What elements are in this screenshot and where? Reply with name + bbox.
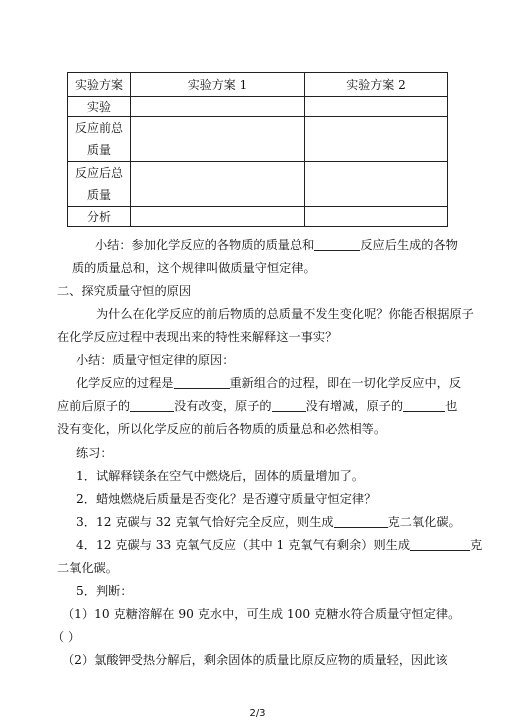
table-header-row [68, 73, 448, 97]
exercise-item: 1．试解释镁条在空气中燃烧后，固体的质量增加了。 [76, 469, 365, 483]
table-row [68, 162, 448, 207]
summary-line: 质的质量总和，这个规律叫做质量守恒定律。 [72, 261, 316, 275]
table-cell [305, 117, 448, 162]
text-span: 4．12 克碳与 33 克氧气反应（其中 1 克氧气有剩余）则生成 [76, 538, 411, 552]
table-cell [131, 207, 305, 227]
judgement-item: （1）10 克糖溶解在 90 克水中，可生成 100 克糖水符合质量守恒定律。 [62, 607, 461, 621]
row-label [68, 117, 131, 162]
text-span: 3．12 克碳与 32 克氧气恰好完全反应，则生成 [76, 515, 334, 529]
table-cell [131, 162, 305, 207]
table-cell [131, 117, 305, 162]
text-span: 克二氧化碳。 [387, 515, 461, 529]
table-row [68, 207, 448, 227]
row-label-line: 质量 [86, 143, 111, 157]
paragraph-line [57, 397, 457, 415]
table-row [68, 117, 448, 162]
table-row [68, 97, 448, 117]
table-cell [305, 97, 448, 117]
fill-blank [130, 399, 174, 412]
text-span: 也 [445, 399, 458, 413]
judgement-answer: （ ） [52, 630, 81, 644]
paragraph-line: 在化学反应过程中表现出来的特性来解释这一事实？ [57, 330, 338, 344]
fill-blank [410, 538, 470, 551]
experiment-table [67, 72, 448, 227]
text-span: 应前后原子的 [57, 399, 131, 413]
table-header-cell: 实验方案 1 [131, 73, 305, 97]
judgement-item: （2）氯酸钾受热分解后，剩余固体的质量比原反应物的质量轻，因此该 [62, 653, 448, 667]
text-span: 没有改变，原子的 [174, 399, 272, 413]
paragraph-line: 没有变化，所以化学反应的前后各物质的质量总和必然相等。 [57, 422, 387, 436]
text-span: 化学反应的过程是 [76, 376, 174, 390]
text-span: 克 [470, 538, 483, 552]
paragraph-line [76, 374, 461, 392]
exercise-title: 练习： [76, 446, 113, 460]
exercise-item [76, 536, 482, 554]
fill-blank [403, 399, 445, 412]
summary-line: 小结：质量守恒定律的原因： [76, 353, 235, 367]
exercise-item: 5．判断： [76, 584, 133, 598]
section-heading: 二、探究质量守恒的原因 [57, 284, 192, 298]
fill-blank [272, 399, 306, 412]
paragraph-line: 为什么在化学反应的前后物质的总质量不发生变化呢？你能否根据原子 [96, 307, 474, 321]
fill-blank [314, 238, 360, 251]
text-span: 没有增减，原子的 [305, 399, 404, 413]
row-label [68, 162, 131, 207]
fill-blank [334, 515, 388, 528]
page-number: 2/3 [249, 708, 266, 719]
row-label-line: 质量 [86, 188, 111, 202]
row-label: 实验 [68, 97, 131, 117]
fill-blank [174, 376, 230, 389]
table-cell [131, 97, 305, 117]
text-span: 反应后生成的各物 [360, 238, 458, 252]
row-label: 分析 [68, 207, 131, 227]
table-header-cell: 实验方案 2 [305, 73, 448, 97]
exercise-item: 2．蜡烛燃烧后质量是否变化？是否遵守质量守恒定律？ [76, 492, 377, 506]
text-span: 重新组合的过程，即在一切化学反应中，反 [229, 376, 462, 390]
table-header-cell: 实验方案 [68, 73, 131, 97]
exercise-item [76, 513, 461, 531]
summary-line [95, 236, 458, 254]
row-label-line: 反应后总 [74, 166, 123, 180]
table-cell [305, 207, 448, 227]
row-label-line: 反应前总 [74, 121, 123, 135]
exercise-item: 二氧化碳。 [57, 561, 118, 575]
table-cell [305, 162, 448, 207]
text-span: 小结：参加化学反应的各物质的质量总和 [95, 238, 315, 252]
